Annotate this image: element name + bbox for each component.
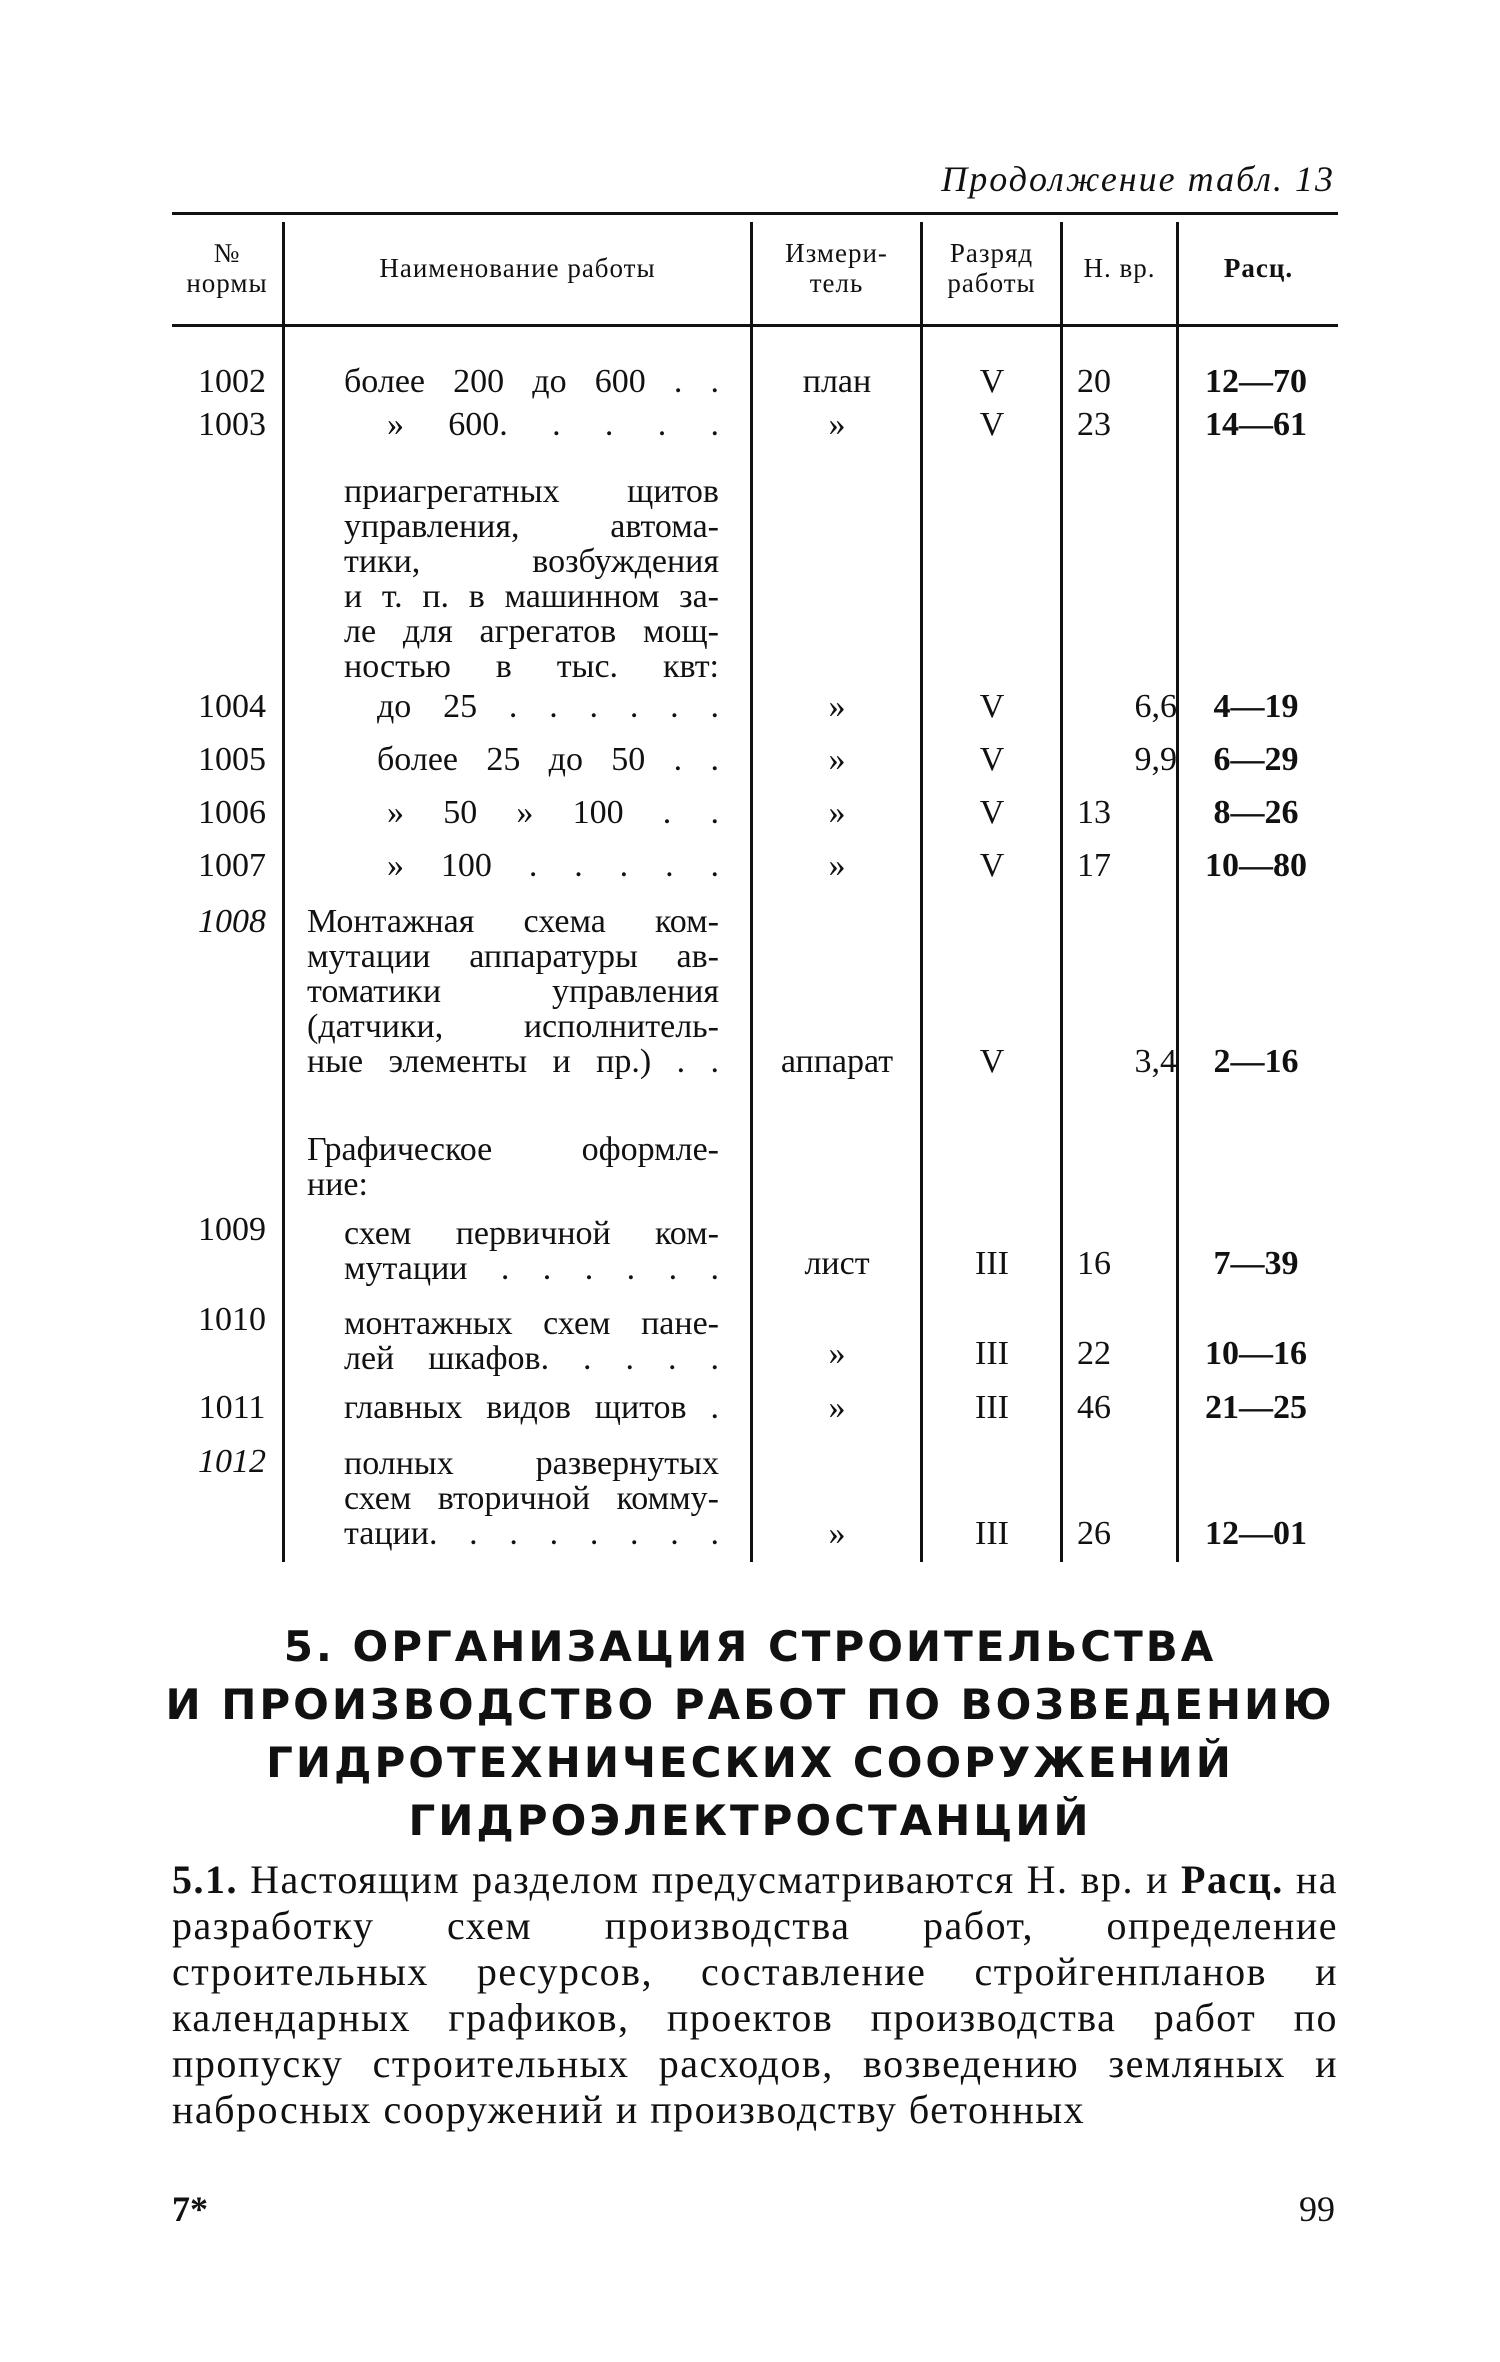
row-unit: лист [804, 1245, 870, 1282]
row-rate: 8—26 [1213, 794, 1299, 831]
row-number: 1006 [198, 794, 266, 831]
paragraph-bold-term: Расц. [1181, 1857, 1284, 1902]
header-rate: Расц. [1223, 253, 1294, 283]
row-grade: III [975, 1245, 1009, 1282]
paragraph-number: 5.1. [172, 1857, 238, 1902]
row-work-name: более 25 до 50 . . [377, 741, 719, 778]
row-grade: V [979, 741, 1005, 778]
row-work-name: главных видов щитов . [344, 1389, 719, 1426]
body-paragraph [172, 1857, 1338, 2133]
row-number: 1005 [198, 741, 266, 778]
row-grade: III [975, 1515, 1009, 1552]
header-unit: Измери- тель [785, 238, 888, 298]
row-unit: » [828, 794, 846, 831]
row-unit: » [828, 1515, 846, 1552]
row-time-norm: 9,9 [1134, 741, 1177, 778]
row-work-name: монтажных схем пане- лей шкафов. . . . . [344, 1305, 719, 1377]
row-time-norm: 20 [1077, 363, 1111, 400]
section-title: 5. ОРГАНИЗАЦИЯ СТРОИТЕЛЬСТВА И ПРОИЗВОДСТВО РАБОТ ПО ВОЗВЕДЕНИЮ ГИДРОТЕХНИЧЕСКИХ СООРУЖЕНИЙ ГИДРОЭЛЕКТРОСТАНЦИЙ [165, 1622, 1335, 1845]
row-time-norm: 22 [1077, 1335, 1111, 1372]
row-rate: 12—01 [1205, 1515, 1307, 1552]
row-work-name: полных развернутых схем вторичной комму- тации. . . . . . . . [344, 1445, 719, 1552]
row-rate: 7—39 [1213, 1245, 1299, 1282]
paragraph-text: на разработку схем производства работ, определение строительных ресурсов, составление стройгенпланов и календарных графиков, проектов производства работ по пропуску строительных расходов, возведению земляных и набросных сооружений и производству бетонных [172, 1857, 1338, 2132]
row-time-norm: 17 [1077, 847, 1111, 884]
row-time-norm: 46 [1077, 1389, 1111, 1426]
row-unit: » [828, 741, 846, 778]
row-unit: » [828, 406, 846, 443]
row-number: 1010 [198, 1301, 266, 1338]
row-unit: аппарат [780, 1043, 894, 1080]
row-number: 1009 [198, 1211, 266, 1248]
row-unit: план [802, 363, 872, 400]
row-number: 1003 [198, 406, 266, 443]
row-number: 1008 [198, 903, 266, 940]
printer-signature: 7* [172, 2189, 208, 2229]
row-unit: » [828, 688, 846, 725]
row-time-norm: 6,6 [1134, 688, 1177, 725]
row-work-name: до 25 . . . . . . [377, 688, 719, 725]
row-unit: » [828, 1389, 846, 1426]
header-time-norm: Н. вр. [1083, 253, 1156, 283]
row-work-name: Графическое оформле- ние: [307, 1131, 719, 1203]
row-work-name: » 100 . . . . . [387, 847, 719, 884]
row-time-norm: 3,4 [1134, 1043, 1177, 1080]
row-unit: » [828, 1335, 846, 1372]
header-bottom-rule [172, 324, 1338, 327]
row-rate: 14—61 [1205, 406, 1307, 443]
row-number: 1004 [198, 688, 266, 725]
row-number: 1012 [198, 1443, 266, 1480]
row-rate: 2—16 [1213, 1043, 1299, 1080]
row-number: 1011 [198, 1389, 266, 1426]
row-grade: V [979, 363, 1005, 400]
row-work-name: » 600. . . . . [387, 406, 719, 443]
row-grade: V [979, 688, 1005, 725]
row-unit: » [828, 847, 846, 884]
row-grade: III [975, 1389, 1009, 1426]
row-grade: V [979, 1043, 1005, 1080]
row-work-name: » 50 » 100 . . [387, 794, 719, 831]
row-time-norm: 26 [1077, 1515, 1111, 1552]
row-work-name: более 200 до 600 . . [344, 363, 719, 400]
row-grade: V [979, 847, 1005, 884]
row-time-norm: 16 [1077, 1245, 1111, 1282]
paragraph-text: Настоящим разделом предусматриваются Н. вр. и [238, 1857, 1182, 1902]
row-rate: 12—70 [1205, 363, 1307, 400]
page-number: 99 [1299, 2189, 1335, 2229]
header-work-name: Наименование работы [379, 253, 656, 283]
row-rate: 21—25 [1205, 1389, 1307, 1426]
row-work-name: приагрегатных щитов управления, автома- тики, возбуждения и т. п. в машинном за- ле для агрегатов мощ- ностью в тыс. квт: [344, 473, 719, 685]
row-time-norm: 23 [1077, 406, 1111, 443]
table-continuation-label: Продолжение табл. 13 [941, 159, 1335, 199]
header-grade: Разряд работы [947, 238, 1036, 298]
row-time-norm: 13 [1077, 794, 1111, 831]
header-norm-number: № нормы [186, 238, 268, 298]
row-grade: V [979, 794, 1005, 831]
row-rate: 6—29 [1213, 741, 1299, 778]
row-rate: 10—80 [1205, 847, 1307, 884]
row-work-name: Монтажная схема ком- мутации аппаратуры ав- томатики управления (датчики, исполнитель- ные элементы и пр.) . . [307, 903, 719, 1080]
row-number: 1007 [198, 847, 266, 884]
row-rate: 10—16 [1205, 1335, 1307, 1372]
row-grade: V [979, 406, 1005, 443]
row-rate: 4—19 [1213, 688, 1299, 725]
row-number: 1002 [198, 363, 266, 400]
row-work-name: схем первичной ком- мутации . . . . . . [344, 1215, 719, 1287]
row-grade: III [975, 1335, 1009, 1372]
